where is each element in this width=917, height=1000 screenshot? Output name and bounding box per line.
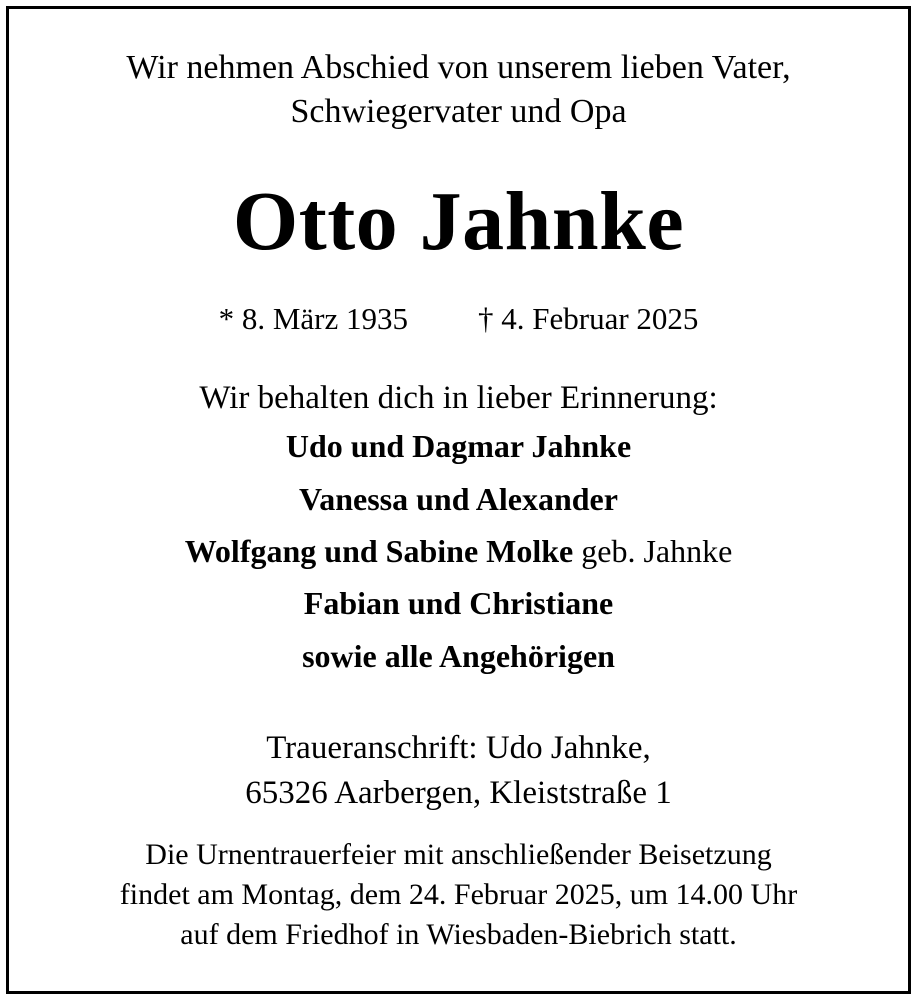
life-dates: [0, 300, 917, 338]
ceremony-line-1: Die Urnentrauerfeier mit anschließender Beisetzung: [145, 838, 772, 871]
family-line-3: [0, 531, 917, 571]
ceremony-line-3: auf dem Friedhof in Wiesbaden-Biebrich statt.: [180, 918, 737, 951]
family-line-3-nee: geb. Jahnke: [573, 533, 733, 569]
family-line-4: Fabian und Christiane: [303, 585, 614, 621]
address-line-2: 65326 Aarbergen, Kleiststraße 1: [245, 775, 672, 811]
family-line-2: Vanessa und Alexander: [299, 481, 618, 517]
intro-line-1: Wir nehmen Abschied von unserem lieben Vater,: [126, 49, 791, 86]
ceremony-line-2: findet am Montag, dem 24. Februar 2025, um 14.00 Uhr: [119, 878, 798, 911]
family-line-5: sowie alle Angehörigen: [302, 638, 615, 674]
family-line-1: Udo und Dagmar Jahnke: [285, 428, 632, 464]
remembrance-text: Wir behalten dich in lieber Erinnerung:: [199, 380, 718, 416]
birth-date: * 8. März 1935: [218, 301, 408, 336]
deceased-name: Otto Jahnke: [232, 175, 685, 268]
intro-line-2: Schwiegervater und Opa: [290, 93, 627, 130]
family-line-3-names: Wolfgang und Sabine Molke: [184, 533, 574, 569]
address-line-1: Traueranschrift: Udo Jahnke,: [266, 730, 651, 766]
death-date: † 4. Februar 2025: [478, 301, 699, 336]
